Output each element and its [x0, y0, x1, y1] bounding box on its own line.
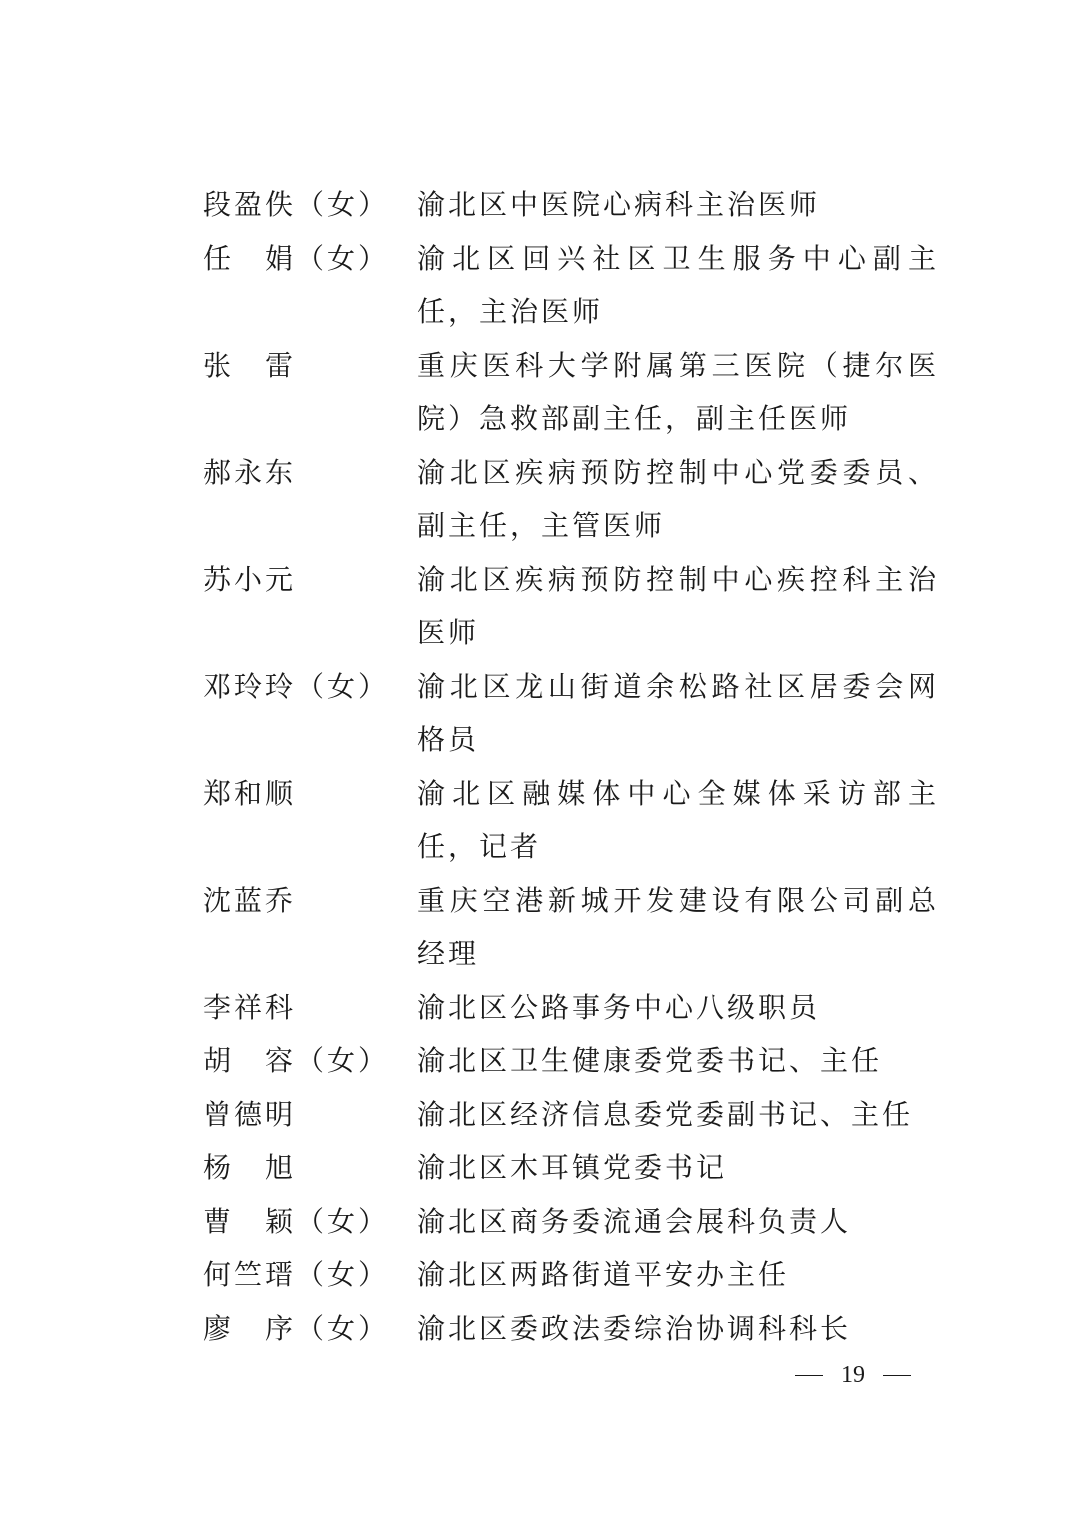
list-item — [203, 178, 943, 232]
person-title: 渝北区经济信息委党委副书记、主任 — [417, 1097, 914, 1131]
person-name: 沈蓝乔 — [203, 883, 297, 917]
award-list — [203, 178, 943, 1355]
person-title: 渝北区疾病预防控制中心疾控科主治医师 — [417, 562, 939, 649]
person-name: 段盈佚（女） — [203, 188, 390, 221]
page-footer — [795, 1362, 911, 1389]
person-name: 何竺瑨（女） — [203, 1258, 390, 1291]
list-item — [203, 1195, 943, 1249]
person-name: 郑和顺 — [203, 776, 297, 810]
list-item — [203, 660, 943, 767]
person-name: 邓玲玲（女） — [203, 669, 390, 703]
person-title: 渝北区卫生健康委党委书记、主任 — [417, 1044, 883, 1077]
person-name: 胡 容（女） — [203, 1044, 390, 1077]
person-title: 渝北区疾病预防控制中心党委委员、副主任，主管医师 — [417, 455, 939, 542]
list-item — [203, 1248, 943, 1302]
list-item — [203, 232, 943, 339]
person-title: 渝北区木耳镇党委书记 — [417, 1151, 728, 1184]
person-title: 重庆医科大学附属第三医院（捷尔医院）急救部副主任，副主任医师 — [417, 348, 939, 435]
list-item — [203, 874, 943, 981]
list-item — [203, 446, 943, 553]
person-title: 渝北区委政法委综治协调科科长 — [417, 1311, 852, 1345]
person-title: 渝北区中医院心病科主治医师 — [417, 188, 821, 221]
list-item — [203, 1088, 943, 1142]
list-item — [203, 553, 943, 660]
person-title: 渝北区商务委流通会展科负责人 — [417, 1204, 852, 1238]
person-title: 重庆空港新城开发建设有限公司副总经理 — [417, 883, 939, 970]
person-name: 廖 序（女） — [203, 1311, 390, 1345]
list-item — [203, 1302, 943, 1356]
person-title: 渝北区龙山街道余松路社区居委会网格员 — [417, 669, 939, 756]
list-item — [203, 339, 943, 446]
person-title: 渝北区融媒体中心全媒体采访部主任，记者 — [417, 776, 939, 863]
person-title: 渝北区两路街道平安办主任 — [417, 1258, 790, 1291]
page-number-dash-left — [795, 1375, 823, 1377]
list-item — [203, 981, 943, 1035]
page-number: 19 — [841, 1362, 865, 1388]
person-name: 郝永东 — [203, 455, 297, 489]
person-title: 渝北区回兴社区卫生服务中心副主任，主治医师 — [417, 241, 939, 328]
person-name: 杨 旭 — [203, 1151, 297, 1184]
page-number-dash-right — [883, 1375, 911, 1377]
person-name: 曾德明 — [203, 1097, 297, 1131]
person-name: 任 娟（女） — [203, 241, 390, 275]
list-item — [203, 767, 943, 874]
person-name: 苏小元 — [203, 562, 297, 596]
person-title: 渝北区公路事务中心八级职员 — [417, 990, 821, 1024]
list-item — [203, 1141, 943, 1195]
person-name: 李祥科 — [203, 990, 297, 1024]
person-name: 张 雷 — [203, 348, 297, 382]
person-name: 曹 颖（女） — [203, 1204, 390, 1238]
list-item — [203, 1034, 943, 1088]
